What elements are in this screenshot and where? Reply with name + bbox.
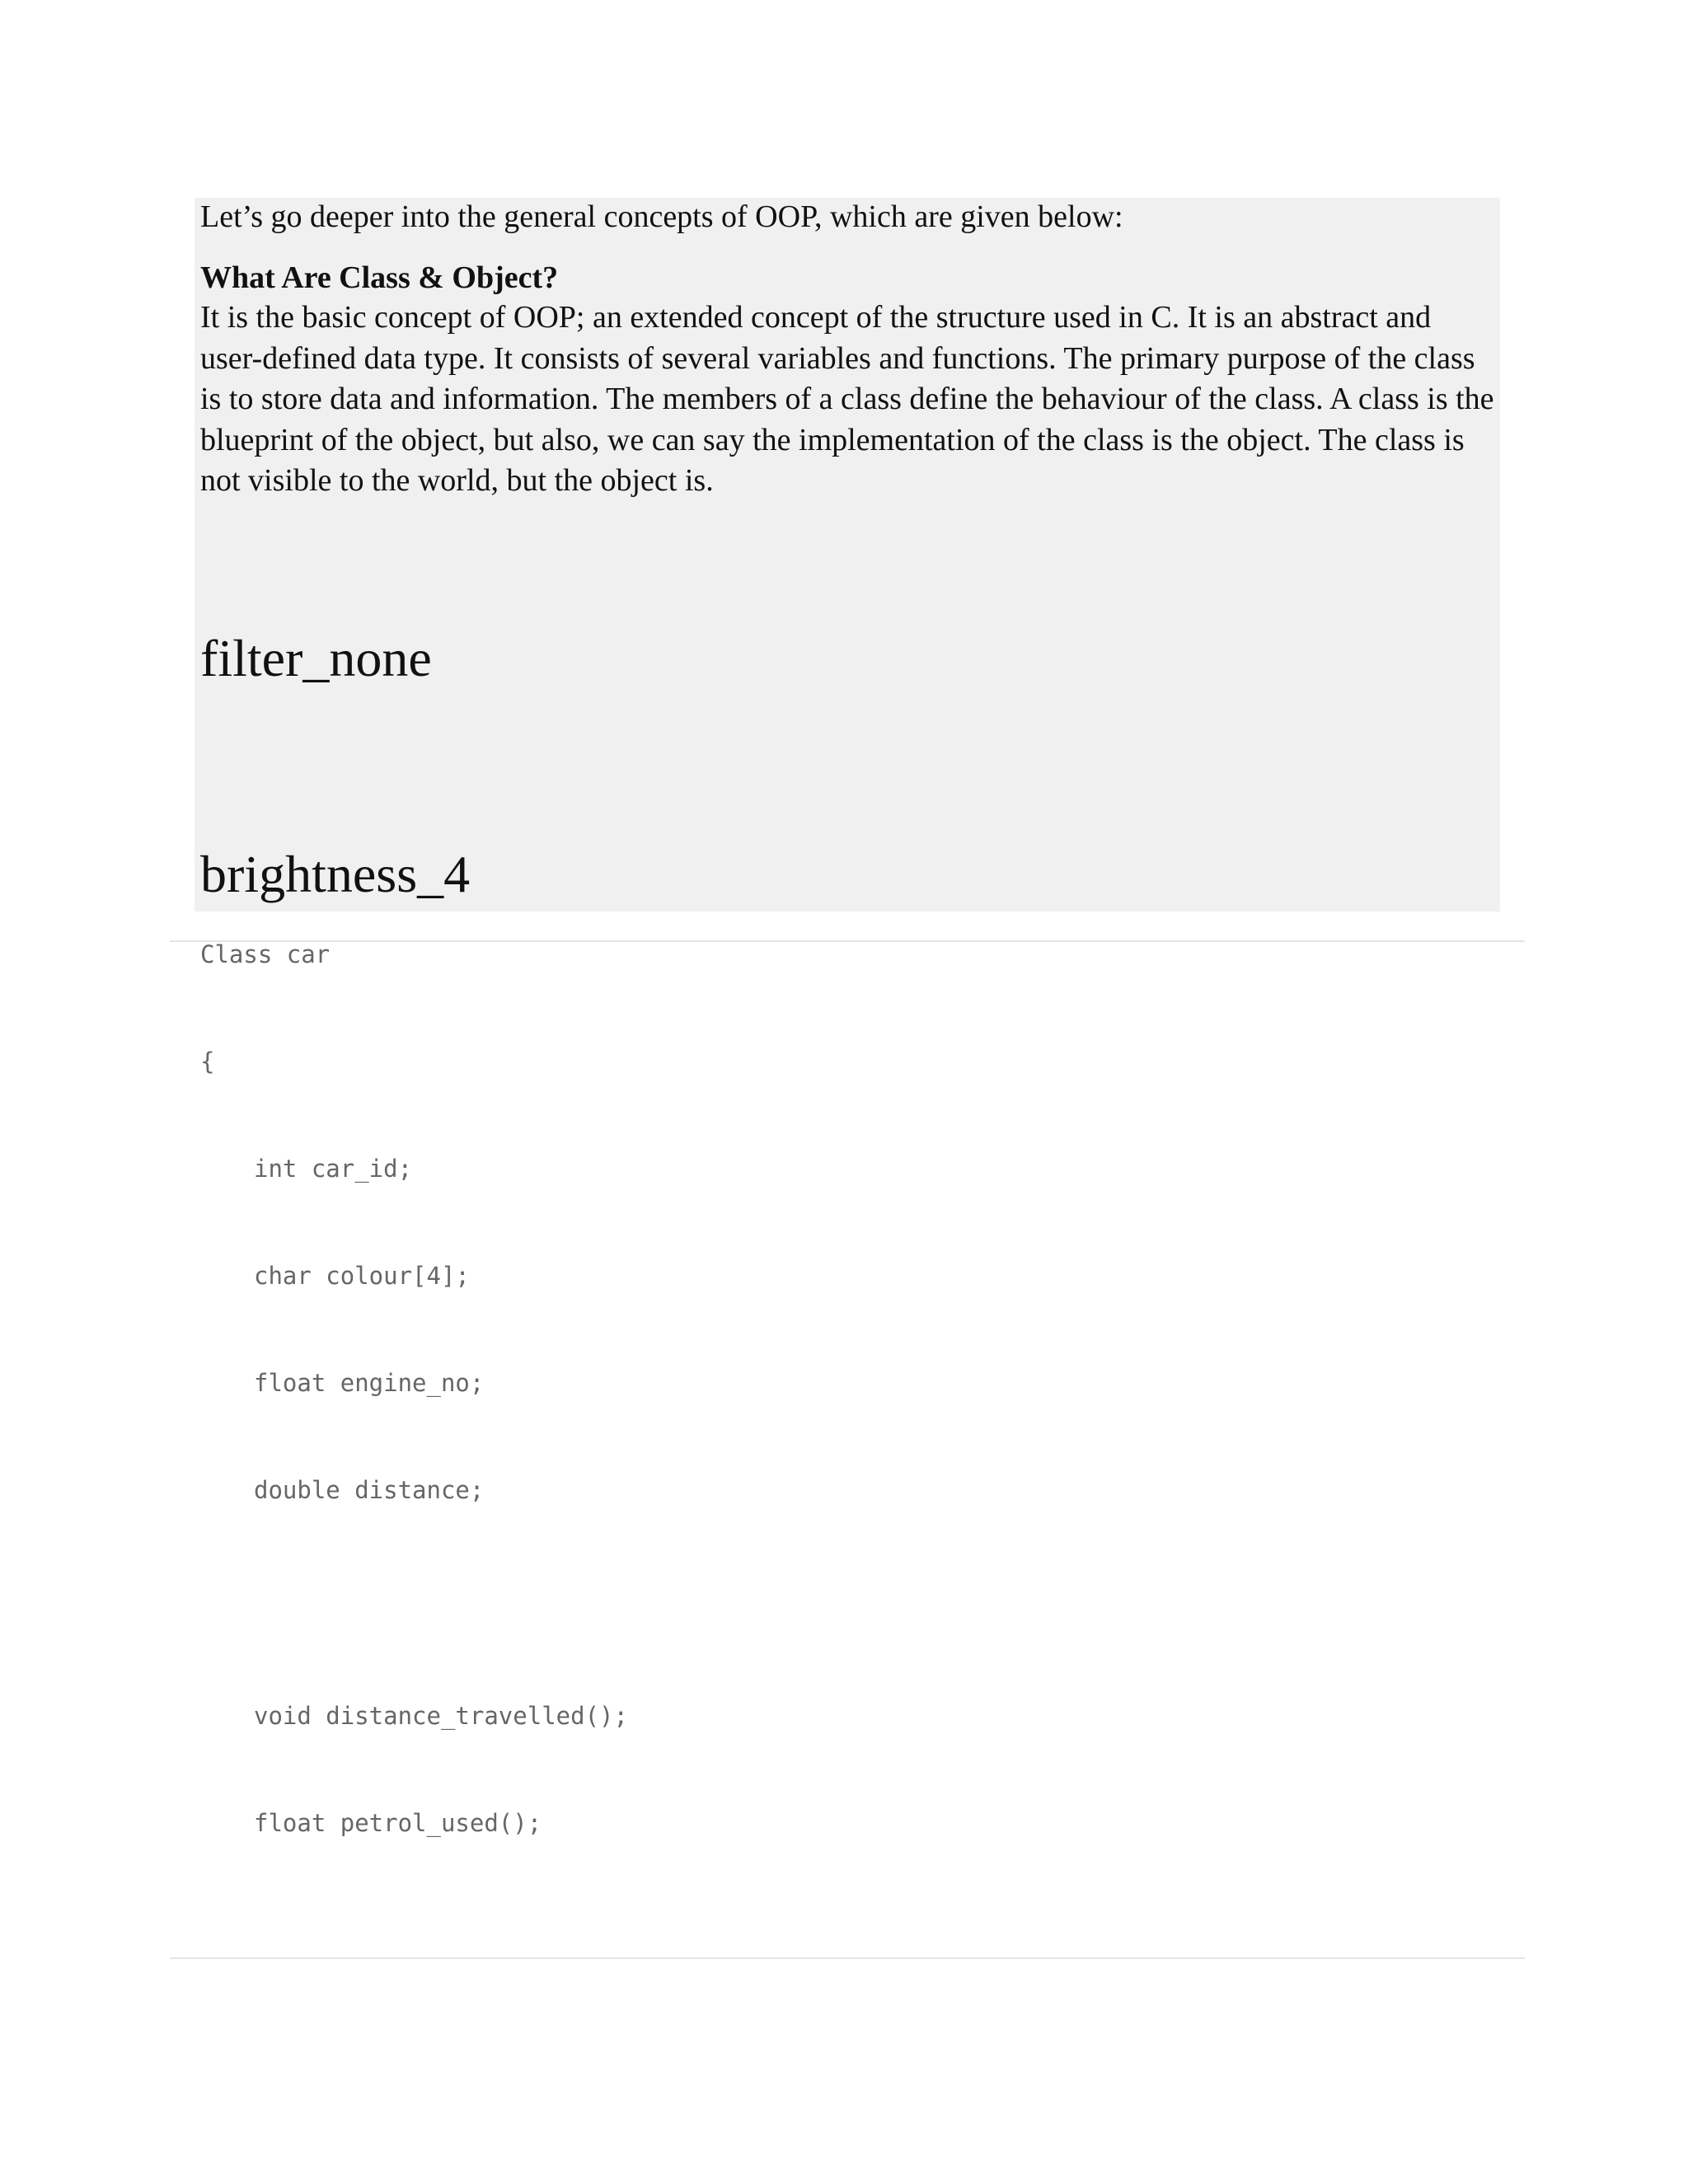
brightness-4-label: brightness_4 [200, 845, 471, 903]
code-line: double distance; [254, 1476, 485, 1504]
code-line: int car_id; [254, 1155, 413, 1183]
code-line: void distance_travelled(); [254, 1702, 628, 1730]
section-paragraph: It is the basic concept of OOP; an extended concept of the structure used in C. It is an abstract and user-defined data type. It consists of several variables and functions. The primary purpose of the class is to store data and information. The members of a class define the behaviour of the class. A class is the blueprint of the object, but also, we can say the implementation of the class is the object. The class is not visible to the world, but the object is. [200, 300, 1494, 498]
code-block-bottom-rule [170, 1957, 1525, 1959]
code-line: float petrol_used(); [254, 1809, 542, 1837]
code-line: { [200, 1047, 215, 1076]
intro-text: Let’s go deeper into the general concepts of OOP, which are given below: [200, 199, 1123, 234]
filter-none-label: filter_none [200, 629, 432, 687]
code-line: float engine_no; [254, 1369, 485, 1397]
section-heading: What Are Class & Object? [200, 260, 559, 295]
code-line: char colour[4]; [254, 1262, 470, 1290]
code-line: Class car [200, 940, 331, 968]
code-block-top-rule [170, 940, 1525, 942]
